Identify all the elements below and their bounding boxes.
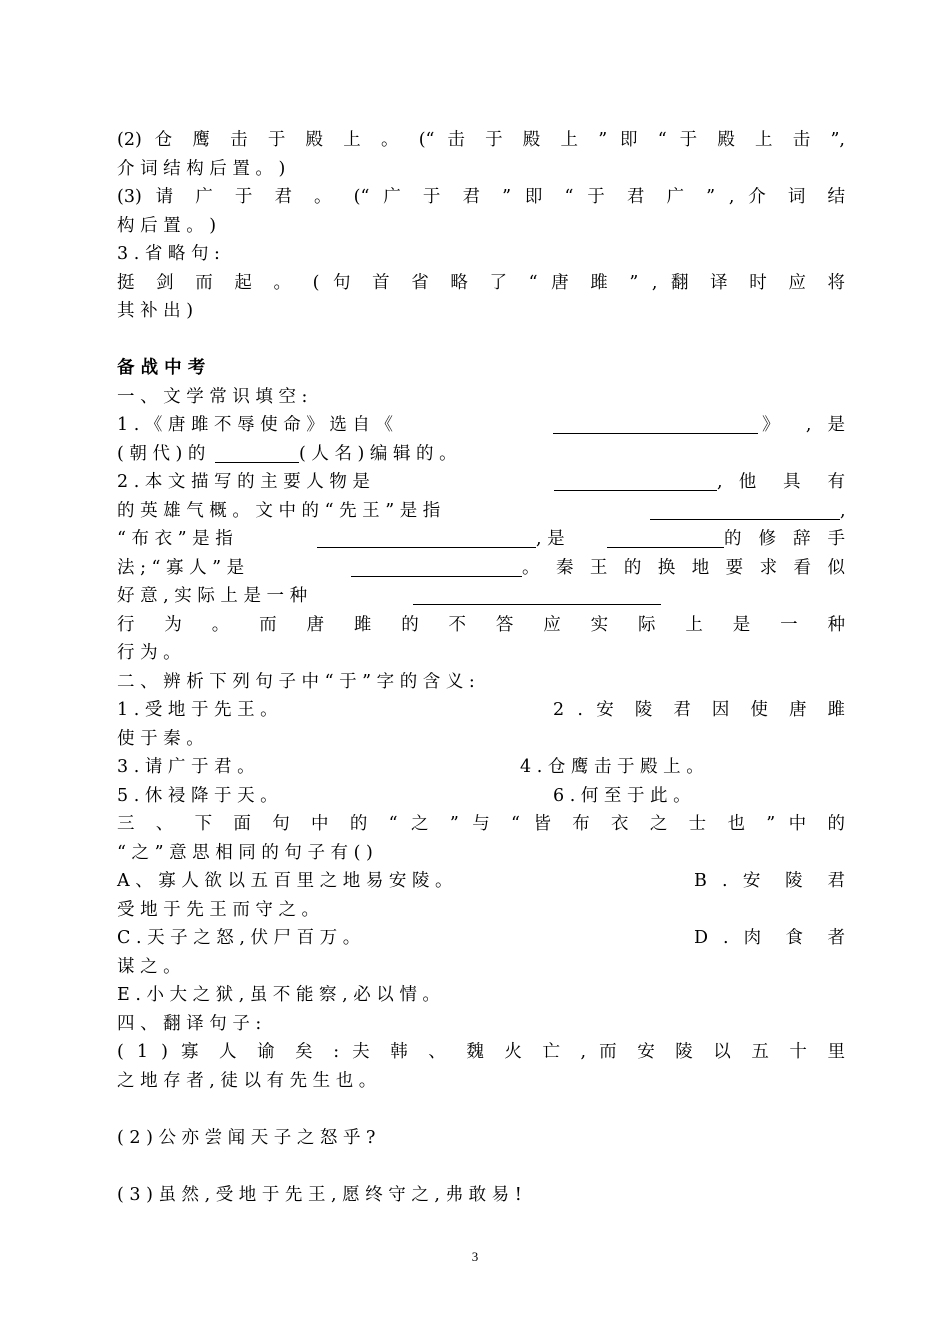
page-number: 3 (471, 1249, 479, 1264)
text-segment: 2 . 本 文 描 写 的 主 要 人 物 是 (117, 472, 370, 492)
fill-blank[interactable] (317, 530, 536, 548)
fill-blank[interactable] (650, 502, 840, 520)
option-e: E . 小 大 之 狱 , 虽 不 能 察 , 必 以 情 。 (117, 985, 440, 1005)
fill-blank[interactable] (553, 416, 758, 434)
fill-blank[interactable] (351, 559, 522, 577)
text-segment: , (840, 501, 846, 521)
text-segment: 的 修 辞 手 (724, 529, 845, 549)
text-line: 挺 剑 而 起 。 ( 句 首 省 略 了 “ 唐 雎 ” , 翻 译 时 应 将 (117, 273, 845, 293)
text-line: “ 之 ” 意 思 相 同 的 句 子 有 ( ) (117, 843, 373, 863)
text-segment: 法 ; “ 寡 人 ” 是 (117, 558, 245, 578)
question-line (117, 469, 845, 495)
text-segment: 5 . 休 祲 降 于 天 。 (117, 786, 278, 806)
question-line (117, 526, 845, 552)
text-line: 一 、 文 学 常 识 填 空 : (117, 387, 308, 407)
text-segment: 的 英 雄 气 概 。 文 中 的 “ 先 王 ” 是 指 (117, 501, 441, 521)
text-line: (3) 请 广 于 君 。 (“ 广 于 君 ” 即 “ 于 君 广 ” , 介 词 结 (117, 187, 845, 207)
question-line (117, 583, 845, 609)
text-segment: 4 . 仓 鹰 击 于 殿 上 。 (520, 757, 704, 777)
text-segment: 》 , 是 (762, 415, 845, 435)
text-line: ( 2 ) 公 亦 尝 闻 天 子 之 怒 乎 ? (117, 1128, 376, 1148)
text-segment: ( 人 名 ) 编 辑 的 。 (299, 444, 457, 464)
question-line (117, 412, 845, 438)
question-line (117, 441, 845, 467)
question-line (117, 555, 845, 581)
fill-blank[interactable] (607, 530, 724, 548)
question-line (117, 697, 845, 723)
text-line: 谋 之 。 (117, 957, 181, 977)
option-b: B . 安 陵 君 (694, 871, 845, 891)
text-line: 3 . 省 略 句 : (117, 244, 220, 264)
text-line: 二 、 辨 析 下 列 句 子 中 “ 于 ” 字 的 含 义 : (117, 672, 475, 692)
text-segment: ( 朝 代 ) 的 (117, 444, 206, 464)
text-segment: 2 . 安 陵 君 因 使 唐 雎 (553, 700, 845, 720)
text-segment: 1 . 《 唐 雎 不 辱 使 命 》 选 自 《 (117, 415, 393, 435)
fill-blank[interactable] (554, 473, 717, 491)
option-line (117, 868, 845, 894)
question-line (117, 783, 845, 809)
text-line: 行 为 。 (117, 643, 181, 663)
text-line: (2) 仓 鹰 击 于 殿 上 。 (“ 击 于 殿 上 ” 即 “ 于 殿 上 击 ”, (117, 130, 845, 150)
text-line: 四 、 翻 译 句 子 : (117, 1014, 262, 1034)
text-segment: 1 . 受 地 于 先 王 。 (117, 700, 278, 720)
option-line (117, 925, 845, 951)
option-d: D . 肉 食 者 (694, 928, 845, 948)
text-line: 三 、 下 面 句 中 的 “ 之 ” 与 “ 皆 布 衣 之 士 也 ” 中 的 (117, 814, 845, 834)
section-heading: 备 战 中 考 (117, 358, 206, 378)
text-line: ( 3 ) 虽 然 , 受 地 于 先 王 , 愿 终 守 之 , 弗 敢 易 ! (117, 1185, 522, 1205)
text-segment: “ 布 衣 ” 是 指 (117, 529, 233, 549)
text-line: 行 为 。 而 唐 雎 的 不 答 应 实 际 上 是 一 种 (117, 615, 845, 635)
text-line: 构 后 置 。 ) (117, 216, 217, 236)
text-segment: 好 意 , 实 际 上 是 一 种 (117, 586, 308, 606)
text-line: 介 词 结 构 后 置 。 ) (117, 159, 286, 179)
fill-blank[interactable] (215, 445, 299, 463)
text-segment: 3 . 请 广 于 君 。 (117, 757, 255, 777)
text-segment: , 是 (536, 529, 565, 549)
text-line: ( 1 ) 寡 人 谕 矣 : 夫 韩 、 魏 火 亡 , 而 安 陵 以 五 十 里 (117, 1042, 845, 1062)
text-line: 之 地 存 者 , 徒 以 有 先 生 也 。 (117, 1071, 377, 1091)
option-a: A 、 寡 人 欲 以 五 百 里 之 地 易 安 陵 。 (117, 871, 453, 891)
text-segment: 。 秦 王 的 换 地 要 求 看 似 (522, 558, 845, 578)
text-segment: 6 . 何 至 于 此 。 (553, 786, 691, 806)
text-line: 其 补 出 ) (117, 301, 194, 321)
question-line (117, 498, 845, 524)
text-line: 使 于 秦 。 (117, 729, 204, 749)
text-line: 受 地 于 先 王 而 守 之 。 (117, 900, 320, 920)
fill-blank[interactable] (413, 587, 661, 605)
text-segment: , 他 具 有 (717, 472, 845, 492)
question-line (117, 754, 845, 780)
option-c: C . 天 子 之 怒 , 伏 尸 百 万 。 (117, 928, 361, 948)
